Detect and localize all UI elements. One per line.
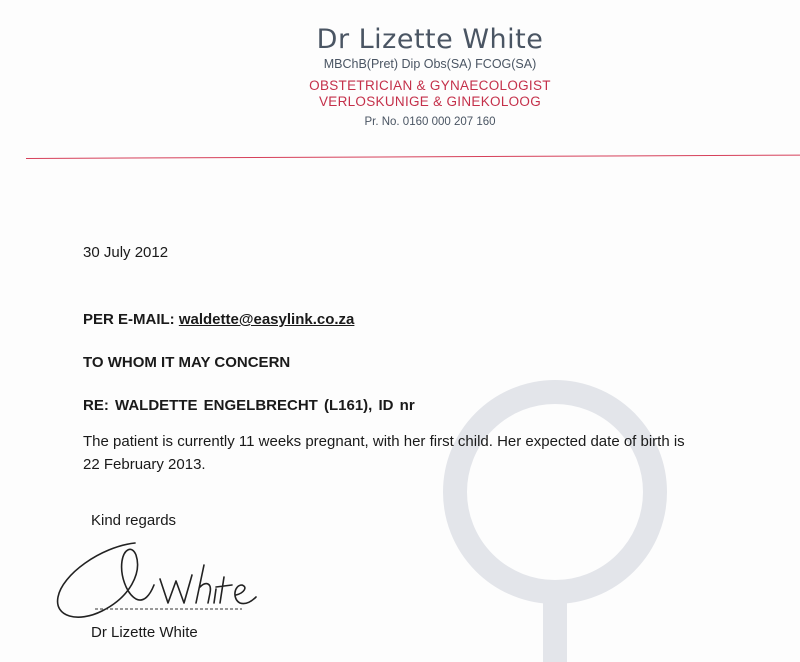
letter-date: 30 July 2012 xyxy=(83,244,169,261)
email-link[interactable]: waldette@easylink.co.za xyxy=(178,311,355,328)
specialty-afrikaans: VERLOSKUNIGE & GINEKOLOOG xyxy=(318,94,542,109)
letter-body xyxy=(83,430,783,476)
subject-line: RE: WALDETTE ENGELBRECHT (L161), ID nr xyxy=(83,397,415,414)
salutation-heading: TO WHOM IT MAY CONCERN xyxy=(83,354,291,371)
qualifications: MBChB(Pret) Dip Obs(SA) FCOG(SA) xyxy=(323,57,537,71)
practice-number: Pr. No. 0160 000 207 160 xyxy=(364,116,496,128)
doctor-name-heading: Dr Lizette White xyxy=(316,24,544,55)
body-line: The patient is currently 11 weeks pregnant, with her first child. Her expected date of birth is xyxy=(83,433,685,450)
specialty-english: OBSTETRICIAN & GYNAECOLOGIST xyxy=(309,78,551,93)
female-symbol-icon xyxy=(420,372,720,662)
email-line xyxy=(83,311,354,328)
header-divider xyxy=(26,155,800,159)
email-prefix: PER E-MAIL: xyxy=(83,311,175,328)
signatory-name: Dr Lizette White xyxy=(91,624,198,641)
closing: Kind regards xyxy=(91,512,177,529)
letterhead xyxy=(260,22,600,129)
handwritten-signature xyxy=(40,535,300,630)
body-line: 22 February 2013. xyxy=(83,456,206,473)
